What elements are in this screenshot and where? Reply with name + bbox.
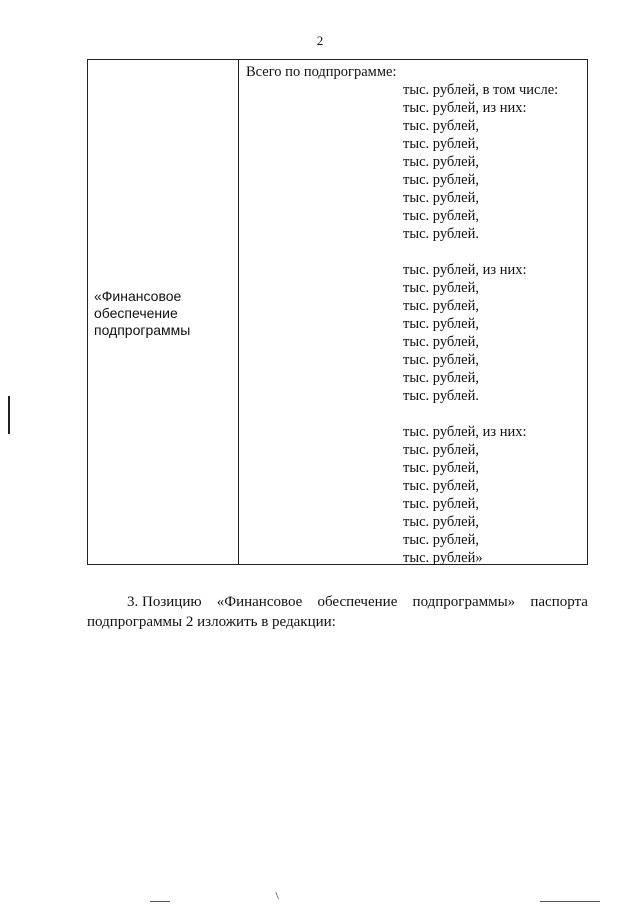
year-unit: тыс. рублей,	[403, 496, 479, 512]
year-unit: тыс. рублей,	[403, 334, 479, 350]
year-unit: тыс. рублей,	[403, 136, 479, 152]
year-unit: тыс. рублей,	[403, 478, 479, 494]
year-unit: тыс. рублей,	[403, 190, 479, 206]
page-number: 2	[316, 33, 324, 48]
year-unit: тыс. рублей,	[403, 208, 479, 224]
paragraph-word: «Финансовое	[216, 594, 303, 610]
financing-table	[87, 59, 588, 565]
margin-mark	[8, 396, 10, 434]
year-unit: тыс. рублей,	[403, 352, 479, 368]
instruction-paragraph	[87, 592, 588, 632]
scan-artifact: /	[272, 890, 283, 902]
paragraph-word: обеспечение	[317, 594, 398, 610]
group-unit: тыс. рублей, из них:	[403, 100, 527, 116]
year-unit: тыс. рублей,	[403, 154, 479, 170]
year-unit: тыс. рублей,	[403, 172, 479, 188]
paragraph-word: паспорта	[530, 594, 588, 610]
scan-artifact	[150, 901, 170, 902]
year-unit: тыс. рублей.	[403, 388, 479, 404]
year-unit: тыс. рублей»	[403, 550, 483, 566]
year-unit: тыс. рублей,	[403, 298, 479, 314]
year-unit: тыс. рублей,	[403, 532, 479, 548]
year-unit: тыс. рублей,	[403, 460, 479, 476]
paragraph-line-1	[87, 592, 588, 612]
year-unit: тыс. рублей,	[403, 316, 479, 332]
year-unit: тыс. рублей,	[403, 370, 479, 386]
scan-artifact	[540, 901, 600, 902]
year-unit: тыс. рублей.	[403, 226, 479, 242]
paragraph-word: 3. Позицию	[127, 594, 202, 610]
year-unit: тыс. рублей,	[403, 118, 479, 134]
paragraph-word: подпрограммы»	[412, 594, 516, 610]
paragraph-line-2: подпрограммы 2 изложить в редакции:	[87, 614, 336, 630]
year-unit: тыс. рублей,	[403, 280, 479, 296]
column-divider	[238, 60, 239, 564]
year-unit: тыс. рублей,	[403, 442, 479, 458]
group-unit: тыс. рублей, из них:	[403, 424, 527, 440]
total-unit: тыс. рублей, в том числе:	[403, 82, 559, 98]
year-unit: тыс. рублей,	[403, 514, 479, 530]
group-unit: тыс. рублей, из них:	[403, 262, 527, 278]
total-heading: Всего по подпрограмме:	[246, 64, 397, 80]
financing-label: «Финансовое обеспечение подпрограммы	[94, 288, 191, 338]
